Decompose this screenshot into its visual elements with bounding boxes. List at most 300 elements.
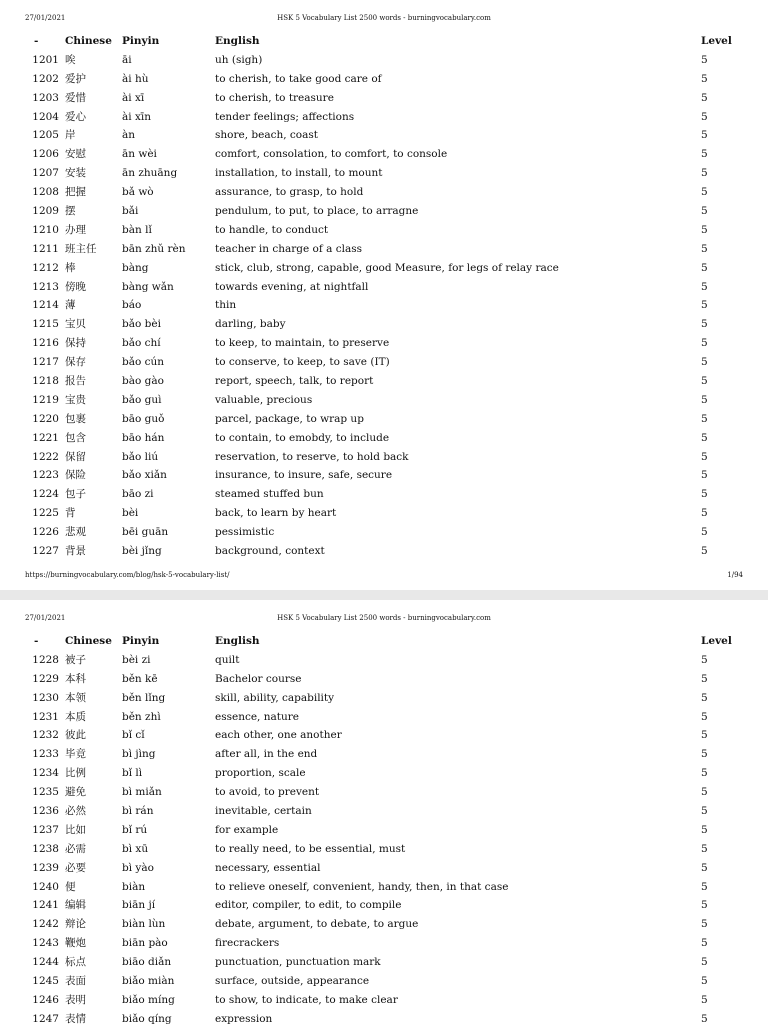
row-number: 1220: [32, 412, 59, 425]
row-number: 1245: [32, 975, 59, 988]
chinese-word: 悲观: [65, 526, 86, 539]
table-row: [0, 89, 768, 108]
row-number: 1225: [32, 507, 59, 520]
pinyin: bāo hán: [122, 431, 165, 444]
hsk-level: 5: [701, 412, 708, 425]
chinese-word: 爱护: [65, 72, 86, 85]
chinese-word: 比如: [65, 823, 86, 836]
row-number: 1238: [32, 842, 59, 855]
table-header-row: [0, 632, 768, 651]
english-meaning: pessimistic: [215, 526, 275, 539]
chinese-word: 棒: [65, 261, 76, 274]
english-meaning: teacher in charge of a class: [215, 242, 362, 255]
hsk-level: 5: [701, 526, 708, 539]
col-header-chinese: Chinese: [65, 635, 112, 647]
row-number: 1205: [32, 129, 59, 142]
chinese-word: 报告: [65, 375, 86, 388]
row-number: 1239: [32, 861, 59, 874]
chinese-word: 辩论: [65, 918, 86, 931]
english-meaning: shore, beach, coast: [215, 129, 318, 142]
row-number: 1209: [32, 205, 59, 218]
hsk-level: 5: [701, 1012, 708, 1024]
table-row: [0, 410, 768, 429]
chinese-word: 便: [65, 880, 76, 893]
table-row: [0, 164, 768, 183]
chinese-word: 背景: [65, 545, 86, 558]
row-number: 1246: [32, 993, 59, 1006]
row-number: 1214: [32, 299, 59, 312]
hsk-level: 5: [701, 91, 708, 104]
hsk-level: 5: [701, 691, 708, 704]
chinese-word: 本领: [65, 691, 86, 704]
table-row: [0, 878, 768, 897]
table-row: [0, 542, 768, 561]
chinese-word: 薄: [65, 299, 76, 312]
chinese-word: 必然: [65, 805, 86, 818]
hsk-level: 5: [701, 861, 708, 874]
chinese-word: 背: [65, 507, 76, 520]
hsk-level: 5: [701, 393, 708, 406]
hsk-level: 5: [701, 356, 708, 369]
english-meaning: report, speech, talk, to report: [215, 375, 374, 388]
hsk-level: 5: [701, 672, 708, 685]
english-meaning: to show, to indicate, to make clear: [215, 993, 398, 1006]
pinyin: běn zhì: [122, 710, 161, 723]
table-body: [0, 651, 768, 1024]
pinyin: biàn lùn: [122, 918, 166, 931]
col-header-english: English: [215, 635, 260, 647]
row-number: 1213: [32, 280, 59, 293]
table-row: [0, 448, 768, 467]
pinyin: bì miǎn: [122, 786, 162, 799]
row-number: 1247: [32, 1012, 59, 1024]
english-meaning: to conserve, to keep, to save (IT): [215, 356, 390, 369]
pinyin: báo: [122, 299, 142, 312]
col-header-number: -: [34, 635, 39, 647]
pinyin: bāo guǒ: [122, 412, 165, 425]
pinyin: bèi jǐng: [122, 545, 162, 558]
row-number: 1208: [32, 186, 59, 199]
chinese-word: 傍晚: [65, 280, 86, 293]
chinese-word: 毕竟: [65, 748, 86, 761]
table-row: [0, 689, 768, 708]
page-number: 1/94: [727, 571, 743, 579]
table-row: [0, 372, 768, 391]
pinyin: bǐ rú: [122, 823, 148, 836]
pinyin: bǎ wò: [122, 186, 154, 199]
table-row: [0, 51, 768, 70]
chinese-word: 必需: [65, 842, 86, 855]
hsk-level: 5: [701, 261, 708, 274]
row-number: 1215: [32, 318, 59, 331]
chinese-word: 本科: [65, 672, 86, 685]
english-meaning: thin: [215, 299, 237, 312]
page-footer: [0, 571, 768, 583]
chinese-word: 安慰: [65, 148, 86, 161]
english-meaning: to relieve oneself, convenient, handy, then, in that case: [215, 880, 509, 893]
english-meaning: parcel, package, to wrap up: [215, 412, 364, 425]
english-meaning: after all, in the end: [215, 748, 318, 761]
col-header-pinyin: Pinyin: [122, 635, 160, 647]
english-meaning: Bachelor course: [215, 672, 302, 685]
chinese-word: 包子: [65, 488, 86, 501]
table-row: [0, 259, 768, 278]
english-meaning: to avoid, to prevent: [215, 786, 320, 799]
row-number: 1231: [32, 710, 59, 723]
table-row: [0, 126, 768, 145]
chinese-word: 保持: [65, 337, 86, 350]
table-row: [0, 108, 768, 127]
col-header-english: English: [215, 35, 260, 47]
pinyin: ān zhuāng: [122, 167, 178, 180]
pinyin: bǎo cún: [122, 356, 165, 369]
col-header-level: Level: [701, 35, 732, 47]
row-number: 1210: [32, 223, 59, 236]
page-header: [0, 14, 768, 26]
pinyin: ān wèi: [122, 148, 157, 161]
english-meaning: to contain, to emobdy, to include: [215, 431, 390, 444]
hsk-level: 5: [701, 488, 708, 501]
pinyin: bǐ cǐ: [122, 729, 145, 742]
header-title: HSK 5 Vocabulary List 2500 words - burningvocabulary.com: [277, 14, 491, 22]
row-number: 1202: [32, 72, 59, 85]
english-meaning: essence, nature: [215, 710, 299, 723]
hsk-level: 5: [701, 110, 708, 123]
row-number: 1228: [32, 653, 59, 666]
chinese-word: 鞭炮: [65, 937, 86, 950]
chinese-word: 安装: [65, 167, 86, 180]
table-row: [0, 859, 768, 878]
hsk-level: 5: [701, 748, 708, 761]
row-number: 1211: [32, 242, 59, 255]
table-row: [0, 972, 768, 991]
chinese-word: 包裹: [65, 412, 86, 425]
pinyin: běn lǐng: [122, 691, 166, 704]
pinyin: bàn lǐ: [122, 223, 152, 236]
chinese-word: 岸: [65, 129, 76, 142]
chinese-word: 唉: [65, 53, 76, 66]
chinese-word: 爱心: [65, 110, 86, 123]
chinese-word: 保存: [65, 356, 86, 369]
english-meaning: for example: [215, 823, 279, 836]
table-row: [0, 466, 768, 485]
english-meaning: to keep, to maintain, to preserve: [215, 337, 390, 350]
english-meaning: expression: [215, 1012, 273, 1024]
pinyin: bǎo guì: [122, 393, 162, 406]
col-header-number: -: [34, 35, 39, 47]
pinyin: bì yào: [122, 861, 154, 874]
pinyin: āi: [122, 53, 132, 66]
header-title: HSK 5 Vocabulary List 2500 words - burningvocabulary.com: [277, 614, 491, 622]
table-row: [0, 70, 768, 89]
hsk-level: 5: [701, 299, 708, 312]
row-number: 1226: [32, 526, 59, 539]
english-meaning: stick, club, strong, capable, good Measure, for legs of relay race: [215, 261, 559, 274]
english-meaning: punctuation, punctuation mark: [215, 956, 381, 969]
table-row: [0, 670, 768, 689]
row-number: 1233: [32, 748, 59, 761]
table-row: [0, 315, 768, 334]
row-number: 1212: [32, 261, 59, 274]
col-header-level: Level: [701, 635, 732, 647]
row-number: 1221: [32, 431, 59, 444]
hsk-level: 5: [701, 280, 708, 293]
pinyin: biān pào: [122, 937, 168, 950]
col-header-chinese: Chinese: [65, 35, 112, 47]
english-meaning: quilt: [215, 653, 240, 666]
pinyin: bǎo chí: [122, 337, 161, 350]
english-meaning: steamed stuffed bun: [215, 488, 324, 501]
chinese-word: 包含: [65, 431, 86, 444]
table-row: [0, 353, 768, 372]
hsk-level: 5: [701, 129, 708, 142]
table-row: [0, 915, 768, 934]
english-meaning: reservation, to reserve, to hold back: [215, 450, 409, 463]
table-row: [0, 991, 768, 1010]
english-meaning: to handle, to conduct: [215, 223, 329, 236]
table-row: [0, 896, 768, 915]
chinese-word: 比例: [65, 767, 86, 780]
english-meaning: debate, argument, to debate, to argue: [215, 918, 419, 931]
hsk-level: 5: [701, 186, 708, 199]
hsk-level: 5: [701, 823, 708, 836]
hsk-level: 5: [701, 786, 708, 799]
table-row: [0, 745, 768, 764]
row-number: 1217: [32, 356, 59, 369]
row-number: 1224: [32, 488, 59, 501]
col-header-pinyin: Pinyin: [122, 35, 160, 47]
hsk-level: 5: [701, 842, 708, 855]
row-number: 1235: [32, 786, 59, 799]
pinyin: ài xī: [122, 91, 145, 104]
row-number: 1236: [32, 805, 59, 818]
pinyin: ài xīn: [122, 110, 151, 123]
table-row: [0, 934, 768, 953]
english-meaning: to cherish, to take good care of: [215, 72, 382, 85]
chinese-word: 编辑: [65, 899, 86, 912]
pinyin: bàng: [122, 261, 149, 274]
hsk-level: 5: [701, 507, 708, 520]
pinyin: bǎi: [122, 205, 139, 218]
hsk-level: 5: [701, 937, 708, 950]
chinese-word: 表面: [65, 975, 86, 988]
table-row: [0, 183, 768, 202]
chinese-word: 把握: [65, 186, 86, 199]
hsk-level: 5: [701, 450, 708, 463]
english-meaning: back, to learn by heart: [215, 507, 337, 520]
row-number: 1232: [32, 729, 59, 742]
hsk-level: 5: [701, 653, 708, 666]
chinese-word: 本质: [65, 710, 86, 723]
row-number: 1219: [32, 393, 59, 406]
row-number: 1241: [32, 899, 59, 912]
pinyin: bèi: [122, 507, 139, 520]
english-meaning: to really need, to be essential, must: [215, 842, 406, 855]
english-meaning: inevitable, certain: [215, 805, 312, 818]
pinyin: bì xū: [122, 842, 149, 855]
pdf-page-2: [0, 600, 768, 1024]
table-row: [0, 802, 768, 821]
chinese-word: 必要: [65, 861, 86, 874]
table-row: [0, 485, 768, 504]
pinyin: bǎo liú: [122, 450, 159, 463]
row-number: 1234: [32, 767, 59, 780]
vocabulary-table: [0, 32, 768, 561]
table-row: [0, 296, 768, 315]
pinyin: bān zhǔ rèn: [122, 242, 186, 255]
table-row: [0, 429, 768, 448]
pinyin: ài hù: [122, 72, 149, 85]
pinyin: biǎo míng: [122, 993, 175, 1006]
english-meaning: background, context: [215, 545, 325, 558]
pinyin: běn kē: [122, 672, 158, 685]
hsk-level: 5: [701, 223, 708, 236]
row-number: 1203: [32, 91, 59, 104]
hsk-level: 5: [701, 880, 708, 893]
row-number: 1243: [32, 937, 59, 950]
row-number: 1206: [32, 148, 59, 161]
chinese-word: 宝贝: [65, 318, 86, 331]
english-meaning: surface, outside, appearance: [215, 975, 370, 988]
english-meaning: installation, to install, to mount: [215, 167, 383, 180]
hsk-level: 5: [701, 767, 708, 780]
row-number: 1216: [32, 337, 59, 350]
chinese-word: 摆: [65, 205, 76, 218]
table-row: [0, 821, 768, 840]
table-row: [0, 764, 768, 783]
row-number: 1242: [32, 918, 59, 931]
english-meaning: editor, compiler, to edit, to compile: [215, 899, 402, 912]
english-meaning: each other, one another: [215, 729, 342, 742]
row-number: 1201: [32, 53, 59, 66]
pinyin: bǎo bèi: [122, 318, 161, 331]
pinyin: biǎo miàn: [122, 975, 175, 988]
english-meaning: necessary, essential: [215, 861, 321, 874]
english-meaning: to cherish, to treasure: [215, 91, 334, 104]
pinyin: bì jìng: [122, 748, 156, 761]
english-meaning: skill, ability, capability: [215, 691, 335, 704]
pinyin: bǎo xiǎn: [122, 469, 167, 482]
hsk-level: 5: [701, 899, 708, 912]
hsk-level: 5: [701, 375, 708, 388]
pinyin: bèi zi: [122, 653, 151, 666]
hsk-level: 5: [701, 318, 708, 331]
hsk-level: 5: [701, 805, 708, 818]
english-meaning: proportion, scale: [215, 767, 306, 780]
pinyin: bì rán: [122, 805, 154, 818]
pinyin: bāo zi: [122, 488, 154, 501]
table-row: [0, 278, 768, 297]
english-meaning: firecrackers: [215, 937, 280, 950]
chinese-word: 办理: [65, 223, 86, 236]
chinese-word: 班主任: [65, 242, 97, 255]
table-row: [0, 523, 768, 542]
table-row: [0, 504, 768, 523]
hsk-level: 5: [701, 167, 708, 180]
chinese-word: 避免: [65, 786, 86, 799]
hsk-level: 5: [701, 918, 708, 931]
chinese-word: 彼此: [65, 729, 86, 742]
table-body: [0, 51, 768, 561]
hsk-level: 5: [701, 545, 708, 558]
hsk-level: 5: [701, 956, 708, 969]
pinyin: bào gào: [122, 375, 164, 388]
pinyin: biāo diǎn: [122, 956, 172, 969]
row-number: 1204: [32, 110, 59, 123]
chinese-word: 爱惜: [65, 91, 86, 104]
pinyin: àn: [122, 129, 136, 142]
pinyin: bēi guān: [122, 526, 169, 539]
footer-url[interactable]: https://burningvocabulary.com/blog/hsk-5-vocabulary-list/: [25, 571, 230, 579]
pinyin: biǎo qíng: [122, 1012, 172, 1024]
table-row: [0, 708, 768, 727]
row-number: 1229: [32, 672, 59, 685]
pinyin: biān jí: [122, 899, 156, 912]
table-row: [0, 391, 768, 410]
hsk-level: 5: [701, 72, 708, 85]
hsk-level: 5: [701, 53, 708, 66]
chinese-word: 保留: [65, 450, 86, 463]
table-row: [0, 1010, 768, 1024]
header-date: 27/01/2021: [25, 614, 66, 622]
hsk-level: 5: [701, 205, 708, 218]
row-number: 1222: [32, 450, 59, 463]
hsk-level: 5: [701, 337, 708, 350]
row-number: 1230: [32, 691, 59, 704]
english-meaning: comfort, consolation, to comfort, to console: [215, 148, 448, 161]
chinese-word: 标点: [65, 956, 86, 969]
table-row: [0, 240, 768, 259]
row-number: 1227: [32, 545, 59, 558]
table-row: [0, 221, 768, 240]
chinese-word: 保险: [65, 469, 86, 482]
table-row: [0, 651, 768, 670]
table-row: [0, 334, 768, 353]
table-row: [0, 783, 768, 802]
english-meaning: tender feelings; affections: [215, 110, 355, 123]
row-number: 1237: [32, 823, 59, 836]
table-row: [0, 202, 768, 221]
pinyin: biàn: [122, 880, 146, 893]
chinese-word: 表明: [65, 993, 86, 1006]
page-header: [0, 614, 768, 626]
row-number: 1207: [32, 167, 59, 180]
table-row: [0, 726, 768, 745]
chinese-word: 表情: [65, 1012, 86, 1024]
table-header-row: [0, 32, 768, 51]
hsk-level: 5: [701, 993, 708, 1006]
vocabulary-table: [0, 632, 768, 1024]
row-number: 1240: [32, 880, 59, 893]
english-meaning: insurance, to insure, safe, secure: [215, 469, 393, 482]
hsk-level: 5: [701, 975, 708, 988]
english-meaning: uh (sigh): [215, 53, 263, 66]
row-number: 1223: [32, 469, 59, 482]
hsk-level: 5: [701, 242, 708, 255]
english-meaning: assurance, to grasp, to hold: [215, 186, 364, 199]
hsk-level: 5: [701, 431, 708, 444]
chinese-word: 宝贵: [65, 393, 86, 406]
table-row: [0, 953, 768, 972]
english-meaning: pendulum, to put, to place, to arragne: [215, 205, 419, 218]
hsk-level: 5: [701, 729, 708, 742]
pinyin: bàng wǎn: [122, 280, 174, 293]
chinese-word: 被子: [65, 653, 86, 666]
hsk-level: 5: [701, 469, 708, 482]
table-row: [0, 840, 768, 859]
english-meaning: valuable, precious: [215, 393, 313, 406]
row-number: 1244: [32, 956, 59, 969]
